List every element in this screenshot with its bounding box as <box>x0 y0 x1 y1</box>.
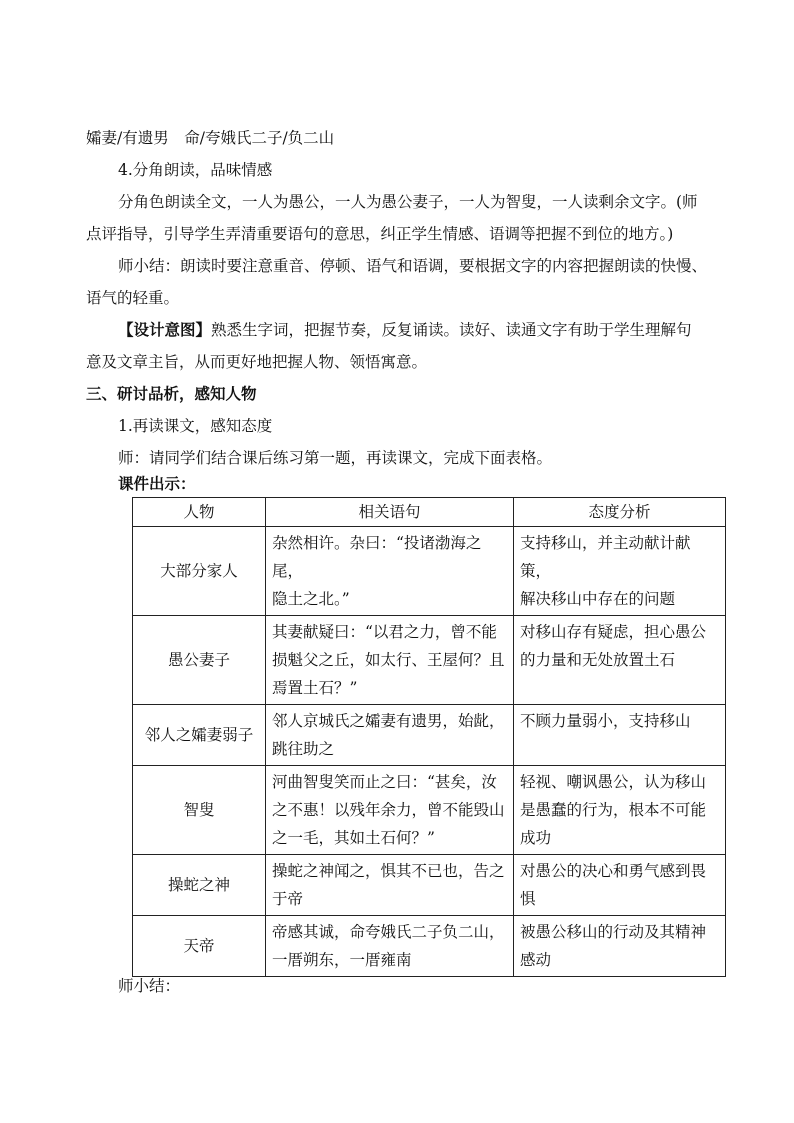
sentence-cell <box>266 916 514 977</box>
sentence-line: 之一毛，其如土石何？” <box>272 829 435 847</box>
attitude-cell <box>514 855 726 916</box>
text-line-segmentation: 孀妻/有遗男 命/夸娥氏二子/负二山 <box>86 129 335 147</box>
step-4-heading: 4.分角朗读，品味情感 <box>118 161 273 179</box>
teacher-instruction: 师：请同学们结合课后练习第一题，再读课文，完成下面表格。 <box>118 449 553 467</box>
person-cell: 大部分家人 <box>133 527 266 616</box>
person-cell: 天帝 <box>133 916 266 977</box>
design-intent-text: 熟悉生字词，把握节奏，反复诵读。读好、读通文字有助于学生理解句 <box>211 321 692 339</box>
character-attitude-table <box>132 497 726 977</box>
attitude-line: 成功 <box>520 829 552 847</box>
header-sentence: 相关语句 <box>266 498 514 527</box>
sentence-cell <box>266 705 514 766</box>
courseware-label: 课件出示： <box>118 474 196 493</box>
attitude-line: 轻视、嘲讽愚公，认为移山 <box>520 773 707 791</box>
attitude-line: 感动 <box>520 951 552 969</box>
paragraph-roles-line-1: 分角色朗读全文，一人为愚公，一人为愚公妻子，一人为智叟，一人读剩余文字。(师 <box>118 193 698 211</box>
table-row <box>133 766 726 855</box>
closing-summary-label: 师小结： <box>118 977 181 995</box>
step-1-heading: 1.再读课文，感知态度 <box>118 417 273 435</box>
design-intent-line-1 <box>118 320 692 340</box>
sentence-line: 焉置土石？” <box>272 679 358 697</box>
table-header-row <box>133 498 726 527</box>
sentence-line: 其妻献疑曰：“以君之力，曾不能 <box>272 623 497 641</box>
attitude-line: 对移山存有疑虑，担心愚公 <box>520 623 707 641</box>
header-person: 人物 <box>133 498 266 527</box>
sentence-cell <box>266 616 514 705</box>
sentence-cell <box>266 527 514 616</box>
section-3-heading: 三、研讨品析，感知人物 <box>86 384 257 403</box>
attitude-line: 被愚公移山的行动及其精神 <box>520 923 707 941</box>
person-cell: 操蛇之神 <box>133 855 266 916</box>
table-row <box>133 855 726 916</box>
attitude-cell <box>514 916 726 977</box>
attitude-line: 支持移山，并主动献计献策， <box>520 534 691 580</box>
attitude-line: 对愚公的决心和勇气感到畏 <box>520 862 707 880</box>
sentence-line: 邻人京城氏之孀妻有遗男，始龀， <box>272 712 505 730</box>
sentence-line: 跳往助之 <box>272 740 335 758</box>
design-intent-line-2: 意及文章主旨，从而更好地把握人物、领悟寓意。 <box>86 353 428 371</box>
sentence-cell <box>266 855 514 916</box>
attitude-line: 是愚蠢的行为，根本不可能 <box>520 801 707 819</box>
table-row <box>133 916 726 977</box>
sentence-line: 损魁父之丘，如太行、王屋何？且 <box>272 651 505 669</box>
sentence-line: 于帝 <box>272 890 304 908</box>
attitude-line: 惧 <box>520 890 536 908</box>
paragraph-summary-line-2: 语气的轻重。 <box>86 289 180 307</box>
header-attitude: 态度分析 <box>514 498 726 527</box>
table-row <box>133 527 726 616</box>
person-cell: 愚公妻子 <box>133 616 266 705</box>
table-row <box>133 705 726 766</box>
attitude-cell <box>514 527 726 616</box>
person-cell: 智叟 <box>133 766 266 855</box>
sentence-line: 帝感其诚，命夸娥氏二子负二山， <box>272 923 505 941</box>
attitude-line: 的力量和无处放置土石 <box>520 651 676 669</box>
person-cell: 邻人之孀妻弱子 <box>133 705 266 766</box>
sentence-line: 操蛇之神闻之，惧其不已也，告之 <box>272 862 505 880</box>
attitude-line: 解决移山中存在的问题 <box>520 590 676 608</box>
attitude-cell <box>514 766 726 855</box>
paragraph-summary-line-1: 师小结：朗读时要注意重音、停顿、语气和语调，要根据文字的内容把握朗读的快慢、 <box>118 257 708 275</box>
sentence-line: 一厝朔东，一厝雍南 <box>272 951 412 969</box>
attitude-cell <box>514 705 726 766</box>
table-row <box>133 616 726 705</box>
attitude-cell <box>514 616 726 705</box>
sentence-cell <box>266 766 514 855</box>
sentence-line: 杂然相许。杂曰：“投诸渤海之尾， <box>272 534 482 580</box>
sentence-line: 河曲智叟笑而止之曰：“甚矣，汝 <box>272 773 497 791</box>
paragraph-roles-line-2: 点评指导，引导学生弄清重要语句的意思，纠正学生情感、语调等把握不到位的地方。) <box>86 225 674 243</box>
sentence-line: 之不惠！以残年余力，曾不能毁山 <box>272 801 505 819</box>
sentence-line: 隐土之北。” <box>272 590 350 608</box>
design-intent-label: 【设计意图】 <box>118 320 212 339</box>
attitude-line: 不顾力量弱小，支持移山 <box>520 712 691 730</box>
